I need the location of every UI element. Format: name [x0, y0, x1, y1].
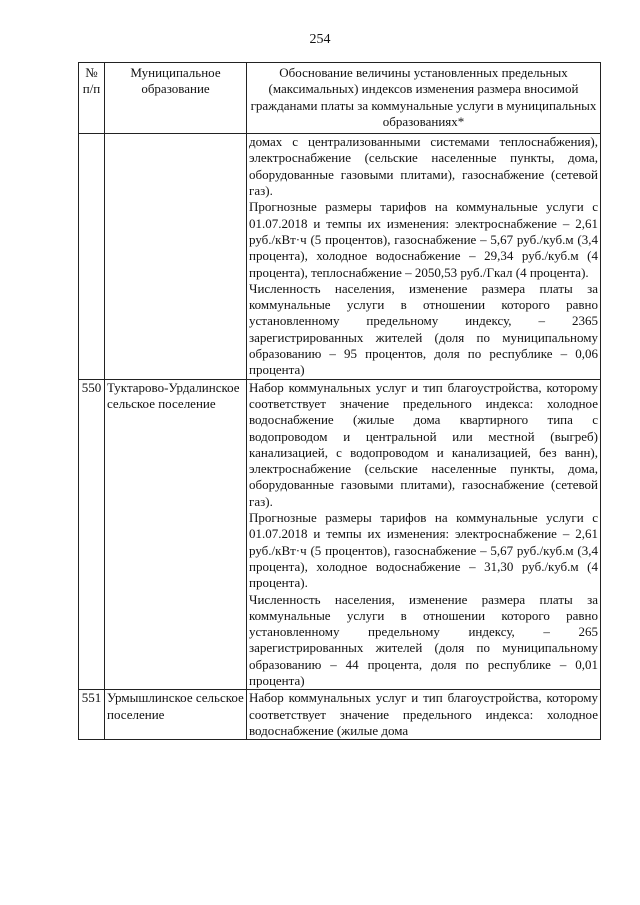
justification-paragraph: Численность населения, изменение размера платы за коммунальные услуги в отношении которого равно установленному предельному индексу, – 2365 зарегистрированных жителей (доля по муниципальному образованию – 95 процентов, доля по республике – 0,06 процента)	[249, 280, 598, 378]
table-header-row	[79, 63, 601, 134]
justification-paragraph: Набор коммунальных услуг и тип благоустройства, которому соответствует значение предельного индекса: холодное водоснабжение (жилые дома	[249, 690, 598, 738]
header-municipality: Муниципальное образование	[105, 63, 247, 134]
row-justification	[247, 379, 601, 690]
page-number: 254	[309, 32, 331, 47]
row-num	[79, 134, 105, 379]
row-municipality: Урмышлинское сельское поселение	[105, 690, 247, 740]
row-justification	[247, 690, 601, 740]
row-municipality	[105, 134, 247, 379]
justification-paragraph: Прогнозные размеры тарифов на коммунальные услуги с 01.07.2018 и темпы их изменения: электроснабжение – 2,61 руб./кВт·ч (5 процентов), газоснабжение – 5,67 руб./куб.м (3,4 процента), холодное водоснабжение – 31,30 руб./куб.м (4 процента).	[249, 510, 598, 591]
row-justification	[247, 134, 601, 379]
justification-paragraph: домах с централизованными системами теплоснабжения), электроснабжение (сельские населенные пункты, дома, оборудованные газовыми плитами), газоснабжение (сетевой газ).	[249, 134, 598, 199]
justification-paragraph: Прогнозные размеры тарифов на коммунальные услуги с 01.07.2018 и темпы их изменения: электроснабжение – 2,61 руб./кВт·ч (5 процентов), газоснабжение – 5,67 руб./куб.м (3,4 процента), холодное водоснабжение – 29,34 руб./куб.м (4 процента), теплоснабжение – 2050,53 руб./Гкал (4 процента).	[249, 199, 598, 280]
header-num: № п/п	[79, 63, 105, 134]
table-row	[79, 379, 601, 690]
table-row	[79, 690, 601, 740]
justification-paragraph: Численность населения, изменение размера платы за коммунальные услуги в отношении которого равно установленному предельному индексу, – 265 зарегистрированных жителей (доля по муниципальному образованию – 44 процента, доля по республике – 0,01 процента)	[249, 591, 598, 688]
header-justification: Обоснование величины установленных предельных (максимальных) индексов изменения размера вносимой гражданами платы за коммунальные услуги в муниципальных образованиях*	[247, 63, 601, 134]
index-justification-table	[78, 62, 601, 740]
table-row	[79, 134, 601, 379]
row-municipality: Туктарово-Урдалинское сельское поселение	[105, 379, 247, 690]
justification-paragraph: Набор коммунальных услуг и тип благоустройства, которому соответствует значение предельного индекса: холодное водоснабжение (жилые дома квартирного типа с водопроводом и центральной или местной (выгреб) канализацией, с водопроводом и канализацией, без ванн), электроснабжение (сельские населенные пункты, дома, оборудованные газовыми плитами), газоснабжение (сетевой газ).	[249, 379, 598, 509]
row-num: 550	[79, 379, 105, 690]
row-num: 551	[79, 690, 105, 740]
